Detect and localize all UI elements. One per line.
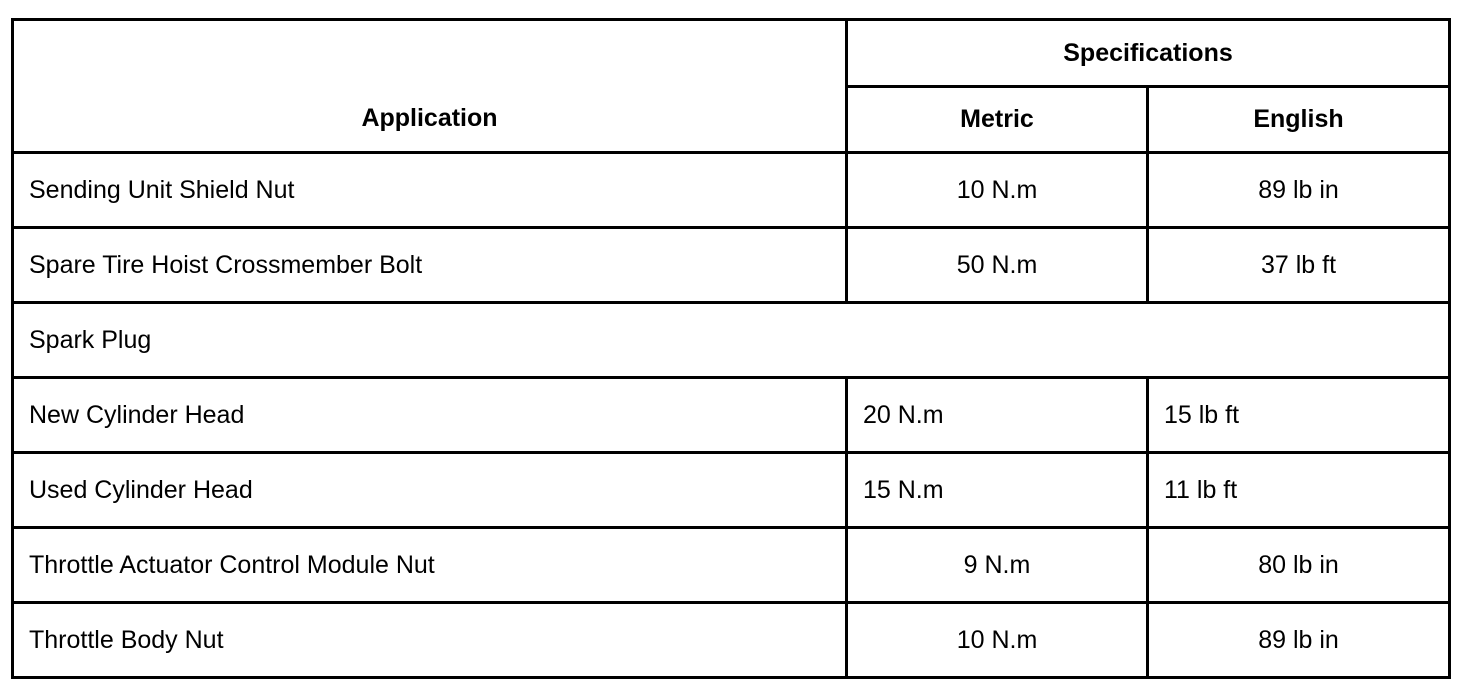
metric-header: Metric (847, 87, 1148, 153)
english-cell: 11 lb ft (1148, 453, 1450, 528)
metric-cell: 15 N.m (847, 453, 1148, 528)
english-cell: 15 lb ft (1148, 378, 1450, 453)
english-header: English (1148, 87, 1450, 153)
table-row (13, 153, 1450, 228)
metric-cell: 50 N.m (847, 228, 1148, 303)
metric-cell: 20 N.m (847, 378, 1148, 453)
application-cell: Spare Tire Hoist Crossmember Bolt (13, 228, 847, 303)
table-row (13, 378, 1450, 453)
table-row (13, 228, 1450, 303)
specifications-header: Specifications (847, 20, 1450, 87)
table-row (13, 453, 1450, 528)
metric-cell: 10 N.m (847, 153, 1148, 228)
metric-cell: 10 N.m (847, 603, 1148, 678)
english-cell: 89 lb in (1148, 153, 1450, 228)
table-row (13, 528, 1450, 603)
application-cell: Throttle Body Nut (13, 603, 847, 678)
group-label-cell: Spark Plug (13, 303, 1450, 378)
application-cell: New Cylinder Head (13, 378, 847, 453)
metric-cell: 9 N.m (847, 528, 1148, 603)
english-cell: 80 lb in (1148, 528, 1450, 603)
table-row (13, 603, 1450, 678)
table-group-row (13, 303, 1450, 378)
application-header: Application (13, 20, 847, 153)
application-cell: Sending Unit Shield Nut (13, 153, 847, 228)
torque-specifications-table (11, 18, 1451, 679)
english-cell: 89 lb in (1148, 603, 1450, 678)
english-cell: 37 lb ft (1148, 228, 1450, 303)
application-cell: Used Cylinder Head (13, 453, 847, 528)
application-cell: Throttle Actuator Control Module Nut (13, 528, 847, 603)
